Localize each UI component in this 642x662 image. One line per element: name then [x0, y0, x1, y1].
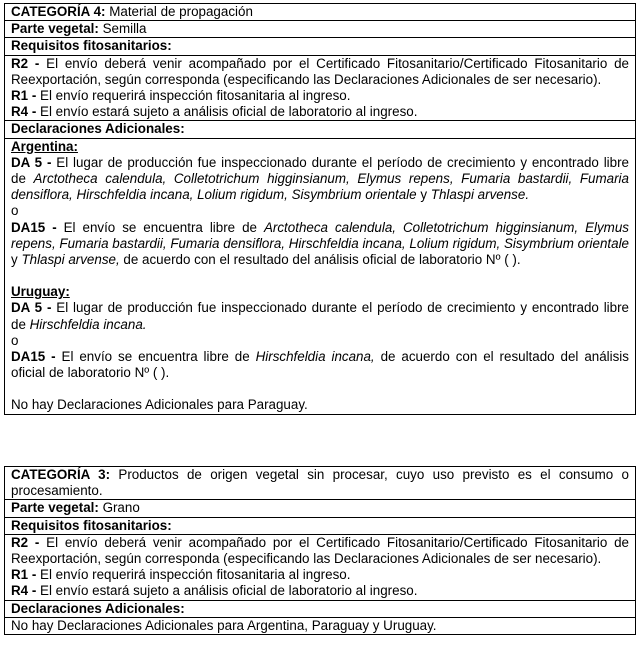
cat3-req-header: Requisitos fitosanitarios: — [11, 517, 172, 533]
cat3-r2-code: R2 - — [11, 534, 40, 550]
argentina-da5-last: Thlaspi arvense. — [430, 187, 530, 203]
uruguay-da15-code: DA15 - — [11, 349, 56, 365]
uruguay-or: o — [11, 332, 19, 348]
cat4-r2 — [11, 56, 629, 88]
argentina-or: o — [11, 203, 19, 219]
uruguay-da15-post: de acuerdo con el resultado del análisis oficial de laboratorio Nº ( ). — [11, 349, 629, 381]
cat3-r4-text: El envío estará sujeto a análisis oficial de laboratorio al ingreso. — [40, 583, 418, 599]
argentina-da15-last: Thlaspi arvense, — [21, 252, 120, 268]
uruguay-da15-pre: El envío se encuentra libre de — [61, 349, 250, 365]
argentina-da5-and: y — [420, 187, 428, 203]
cat4-r1-code: R1 - — [11, 88, 37, 104]
cat3-r1 — [11, 567, 629, 583]
cat3-parte-text: Grano — [102, 500, 140, 516]
cat4-r1-text: El envío requerirá inspección fitosanitaria al ingreso. — [40, 88, 351, 104]
uruguay-da5-pre: El lugar de producción fue inspeccionado durante el período de crecimiento y encontrado libre de — [11, 300, 629, 332]
cat3-req-header-row — [5, 518, 635, 535]
cat3-r2 — [11, 535, 629, 567]
cat4-r2-code: R2 - — [11, 55, 40, 71]
argentina-da15-code: DA15 - — [11, 219, 57, 235]
uruguay-da5-code: DA 5 - — [11, 300, 52, 316]
cat4-r4-text: El envío estará sujeto a análisis oficial de laboratorio al ingreso. — [40, 104, 418, 120]
cat3-req-body — [5, 535, 635, 601]
paraguay-note: No hay Declaraciones Adicionales para Paraguay. — [11, 397, 308, 413]
argentina-da5-species: Arctotheca calendula, Colletotrichum higginsianum, Elymus repens, Fumaria bastardii, Fumaria densiflora, Hirschfeldia incana, Lolium rigidum, Sisymbrium orientale — [11, 171, 629, 203]
cat3-category-text: Productos de origen vegetal sin procesar, cuyo uso previsto es el consumo o procesamiento. — [11, 467, 629, 499]
cat4-r1 — [11, 88, 629, 104]
argentina-da15 — [11, 220, 629, 269]
cat3-category-row — [5, 467, 635, 500]
cat3-decl-header-row — [5, 601, 635, 618]
argentina-da15-species: Arctotheca calendula, Colletotrichum higginsianum, Elymus repens, Fumaria bastardii, Fumaria densiflora, Hirschfeldia incana, Lolium rigidum, Sisymbrium orientale — [11, 219, 629, 251]
argentina-da5-pre: El lugar de producción fue inspeccionado durante el período de crecimiento y encontrado libre de — [11, 154, 629, 187]
cat3-r1-code: R1 - — [11, 567, 37, 583]
cat4-parte-label: Parte vegetal: — [11, 21, 99, 37]
category-3-table — [4, 466, 636, 635]
argentina-da5 — [11, 155, 629, 204]
cat3-parte-label: Parte vegetal: — [11, 500, 99, 516]
spacer — [11, 381, 629, 397]
cat4-category-label: CATEGORÍA 4: — [11, 4, 106, 19]
cat4-category-row — [5, 4, 635, 21]
argentina-da15-post: de acuerdo con el resultado del análisis oficial de laboratorio Nº ( ). — [123, 252, 521, 268]
cat4-parte-row — [5, 21, 635, 38]
cat3-r1-text: El envío requerirá inspección fitosanitaria al ingreso. — [40, 567, 351, 583]
cat3-r4 — [11, 583, 629, 599]
uruguay-da15 — [11, 349, 629, 381]
uruguay-title: Uruguay: — [11, 284, 70, 300]
cat3-r4-code: R4 - — [11, 583, 37, 599]
argentina-da15-pre: El envío se encuentra libre de — [63, 219, 257, 235]
cat4-req-body — [5, 56, 635, 122]
spacer — [11, 268, 629, 284]
argentina-da5-code: DA 5 - — [11, 154, 52, 170]
cat3-decl-body — [5, 618, 635, 634]
cat4-decl-header: Declaraciones Adicionales: — [11, 121, 185, 137]
cat3-decl-header: Declaraciones Adicionales: — [11, 600, 185, 616]
argentina-title: Argentina: — [11, 138, 78, 154]
argentina-da15-and: y — [11, 252, 18, 268]
cat4-decl-body — [5, 139, 635, 414]
uruguay-da5-species: Hirschfeldia incana. — [29, 316, 147, 332]
cat4-r4-code: R4 - — [11, 104, 37, 120]
cat4-req-header: Requisitos fitosanitarios: — [11, 38, 172, 54]
cat3-parte-row — [5, 500, 635, 517]
category-4-table — [4, 3, 636, 415]
uruguay-da15-species: Hirschfeldia incana, — [255, 349, 375, 365]
cat4-req-header-row — [5, 38, 635, 55]
cat3-decl-text: No hay Declaraciones Adicionales para Argentina, Paraguay y Uruguay. — [11, 617, 437, 633]
cat4-decl-header-row — [5, 121, 635, 138]
uruguay-da5 — [11, 300, 629, 332]
cat4-r2-text: El envío deberá venir acompañado por el Certificado Fitosanitario/Certificado Fitosanitario de Reexportación, según corresponda (especificando las Declaraciones Adicionales de ser necesario). — [11, 55, 629, 87]
cat3-r2-text: El envío deberá venir acompañado por el Certificado Fitosanitario/Certificado Fitosanitario de Reexportación, según corresponda (especificando las Declaraciones Adicionales de ser necesario). — [11, 534, 629, 567]
cat4-parte-text: Semilla — [102, 21, 147, 37]
cat4-r4 — [11, 104, 629, 120]
cat3-category-label: CATEGORÍA 3: — [11, 467, 111, 482]
cat4-category-text: Material de propagación — [109, 4, 253, 19]
